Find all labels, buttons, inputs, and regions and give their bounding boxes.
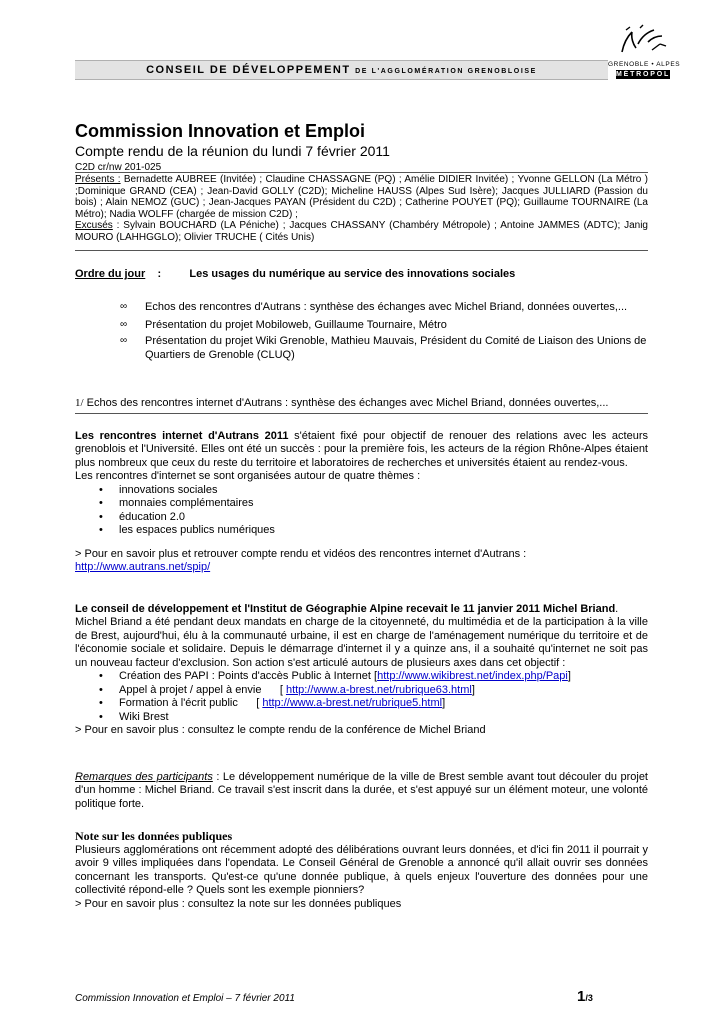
agenda-colon: :: [157, 268, 162, 280]
agenda-item-text: Présentation du projet Mobiloweb, Guillaume Tournaire, Métro: [145, 319, 447, 331]
page-current: 1: [577, 988, 586, 1005]
agenda-item: [120, 334, 648, 362]
agenda-label: Ordre du jour: [75, 268, 146, 280]
list-item-text: éducation 2.0: [119, 510, 186, 523]
briand-axes-list: [75, 670, 648, 724]
bullet-icon: •: [99, 497, 103, 510]
list-item: [75, 711, 648, 725]
excused-list: : Sylvain BOUCHARD (LA Péniche) ; Jacques CHASSANY (Chambéry Métropole) ; Antoine JAMMES (ADTC); Janig MOURO (LAHHGGLO); Olivier TRUCHE ( Cités Unis): [75, 220, 648, 243]
header-band-sub: DE L'AGGLOMÉRATION GRENOBLOISE: [355, 68, 537, 75]
briand-section: [75, 603, 648, 738]
bullet-icon: •: [99, 524, 103, 537]
briand-heading-end: .: [615, 603, 619, 615]
note-paragraph: [75, 844, 648, 911]
bullet-icon: •: [99, 697, 103, 710]
section-number: 1/: [75, 397, 84, 409]
autrans-more: [75, 548, 648, 575]
agenda-heading: [75, 268, 515, 280]
list-item: [75, 697, 648, 711]
divider: [75, 250, 648, 251]
list-item-text: Appel à projet / appel à envie [: [119, 683, 286, 696]
agenda-item-text: Présentation du projet Wiki Grenoble, Mathieu Mauvais, Président du Comité de Liaison des Unions de Quartiers de Grenoble (CLUQ): [145, 335, 647, 361]
remarks-label: Remarques des participants: [75, 771, 213, 783]
header-band-main: CONSEIL DE DÉVELOPPEMENT: [146, 64, 351, 76]
bullet-icon: •: [99, 683, 103, 696]
note-heading: Note sur les données publiques: [75, 829, 233, 843]
list-item: [75, 684, 648, 698]
list-item-text: les espaces publics numériques: [119, 524, 275, 537]
abrest-rubrique5-link[interactable]: http://www.a-brest.net/rubrique5.html: [262, 697, 443, 710]
page-total: /3: [585, 993, 593, 1003]
autrans-more-text: > Pour en savoir plus et retrouver compte rendu et vidéos des rencontres internet d'Autrans :: [75, 548, 527, 560]
section-1-title: [75, 397, 648, 409]
note-more: > Pour en savoir plus : consultez la note sur les données publiques: [75, 897, 402, 910]
divider: [75, 413, 648, 414]
list-item: [75, 524, 648, 538]
remarks-text: : Le développement numérique de la ville de Brest semble avant tout découler du projet d'un homme : Michel Briand. Ce travail s'est inscrit dans la durée, et s'est appuyé sur un élément moteur, une volonté politique forte.: [75, 771, 648, 810]
infinity-bullet-icon: ∞: [120, 335, 128, 346]
document-reference: C2D cr/nw 201-025: [75, 162, 162, 173]
section-title-text: Echos des rencontres internet d'Autrans : synthèse des échanges avec Michel Briand, données ouvertes,...: [83, 397, 609, 409]
list-item-text: innovations sociales: [119, 483, 218, 496]
divider: [75, 172, 648, 173]
autrans-lead: Les rencontres internet d'Autrans 2011: [75, 430, 289, 442]
list-item: [75, 497, 648, 511]
note-text: Plusieurs agglomérations ont récemment adopté des délibérations ouvrant leurs données, et d'ici fin 2011 il pourrait y avoir 9 villes impliquées dans l'opendata. Le Conseil Général de Grenoble a annoncé qu'il allait ouvrir ses données concernant les transports. Qu'est-ce qu'une donnée publique, à quels enjeux l'ouverture des données pour une collectivité répond-elle ? Quels sont les exemple pionniers?: [75, 844, 648, 897]
list-item-text: Wiki Brest: [119, 710, 169, 723]
agenda-item: [120, 318, 648, 332]
remarks-paragraph: [75, 771, 648, 811]
list-item: [75, 484, 648, 498]
autrans-text: s'étaient fixé pour objectif de renouer des relations avec les acteurs grenoblois et l'Université. Elles ont été un succès : pour la première fois, les acteurs de la région Rhône-Alpes étaient plus nombreux que ceux du reste du territoire et laboratoires de recherches et universités étaient au rendez-vous.: [75, 430, 648, 469]
present-list: Bernadette AUBREE (Invitée) ; Claudine CHASSAGNE (PQ) ; Amélie DIDIER Invitée) ; Yvonne GELLON (La Métro ) ;Dominique GRAND (CEA) ; Jean-David GOLLY (C2D); Micheline HAUSS (Alpes Sud Isère); Jacques JULLIARD (Passion du bois) ; Alain NEMOZ (GUC) ; Jean-Jacques PAYAN (Président du C2D) ; Catherine POUYET (PQ); Guillaume TOURNAIRE (La Métro); Nadia WOLFF (chargée de mission C2D) ;: [75, 174, 648, 220]
list-item-text: Création des PAPI : Points d'accès Public à Internet [: [119, 670, 378, 683]
footer-text: Commission Innovation et Emploi – 7 février 2011: [75, 993, 295, 1004]
list-item-text: Formation à l'écrit public [: [119, 697, 263, 710]
attendance-block: [75, 174, 648, 244]
themes-list: [75, 484, 648, 538]
bracket: ]: [567, 670, 571, 683]
bullet-icon: •: [99, 710, 103, 723]
abrest-rubrique63-link[interactable]: http://www.a-brest.net/rubrique63.html: [285, 683, 472, 696]
logo-mountain-icon: [608, 22, 678, 60]
agenda-item-text: Echos des rencontres d'Autrans : synthèse des échanges avec Michel Briand, données ouvertes,...: [145, 301, 628, 313]
agenda-topic: Les usages du numérique au service des innovations sociales: [189, 268, 516, 280]
metro-logo: [608, 22, 681, 80]
wikibrest-link[interactable]: http://www.wikibrest.net/index.php/Papi: [377, 670, 568, 683]
bracket: ]: [471, 683, 475, 696]
page-number: [577, 988, 593, 1005]
page-subtitle: Compte rendu de la réunion du lundi 7 février 2011: [75, 143, 390, 159]
list-item-text: monnaies complémentaires: [119, 497, 254, 510]
page-title: Commission Innovation et Emploi: [75, 121, 366, 141]
autrans-paragraph: [75, 430, 648, 538]
logo-line2: MÉTROPOLE: [616, 71, 677, 78]
excused-label: Excusés: [75, 220, 113, 232]
header-band: [75, 60, 608, 80]
bracket: ]: [442, 697, 446, 710]
logo-line1: GRENOBLE • ALPES: [608, 61, 681, 68]
bullet-icon: •: [99, 670, 103, 683]
bullet-icon: •: [99, 483, 103, 496]
present-label: Présents :: [75, 174, 121, 185]
list-item: [75, 670, 648, 684]
briand-text: Michel Briand a été pendant deux mandats en charge de la citoyenneté, du multimédia et de la participation à la ville de Brest, aujourd'hui, élu à la communauté urbaine, il est en charge de l'aménagement numérique du territoire et de l'économie sociale et solidaire. Depuis le démarrage d'internet il y a quinze ans, il a souhaité qu'internet ne soit pas un nouveau facteur d'exclusion. Son action s'est articulé autours de plusieurs axes dans cet objectif :: [75, 616, 648, 669]
agenda-item: [120, 300, 648, 314]
briand-more: > Pour en savoir plus : consultez le compte rendu de la conférence de Michel Briand: [75, 724, 486, 737]
autrans-themes-intro: Les rencontres d'internet se sont organisées autour de quatre thèmes :: [75, 470, 421, 483]
bullet-icon: •: [99, 510, 103, 523]
infinity-bullet-icon: ∞: [120, 301, 128, 312]
briand-heading: Le conseil de développement et l'Institut de Géographie Alpine recevait le 11 janvier 2011 Michel Briand: [75, 603, 616, 615]
autrans-link[interactable]: http://www.autrans.net/spip/: [75, 561, 211, 574]
list-item: [75, 511, 648, 525]
infinity-bullet-icon: ∞: [120, 319, 128, 330]
